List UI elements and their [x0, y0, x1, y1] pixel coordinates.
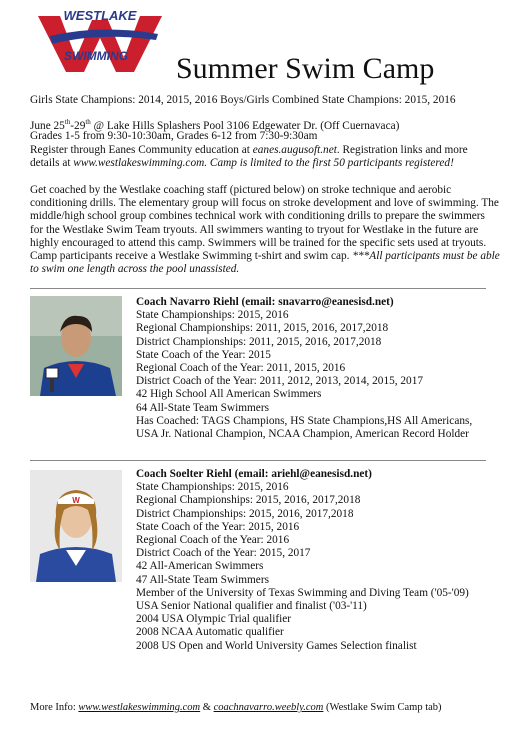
coach-item: Regional Championships: 2015, 2016, 2017,2018 — [136, 494, 361, 507]
details-text-a: details at — [30, 157, 74, 169]
register-text-b: . Registration links and more — [336, 144, 468, 156]
westlake-swimming-logo — [30, 6, 170, 76]
coach-item: Regional Coach of the Year: 2016 — [136, 534, 290, 547]
coach-item: Regional Championships: 2011, 2015, 2016, 2017,2018 — [136, 322, 389, 335]
dates-start: June 25 — [30, 119, 65, 132]
coach-item: District Championships: 2011, 2015, 2016, 2017,2018 — [136, 335, 382, 348]
coach-item: 42 High School All American Swimmers — [136, 388, 322, 401]
logo-graphic — [30, 6, 170, 76]
coach-navarro-info — [136, 296, 496, 441]
footer-website-link[interactable]: www.westlakeswimming.com — [78, 702, 201, 713]
logo-top-text: WESTLAKE — [63, 8, 137, 23]
champions-line: Girls State Champions: 2014, 2015, 2016 Boys/Girls Combined State Champions: 2015, 2016 — [30, 94, 456, 106]
coach-item: District Coach of the Year: 2011, 2012, 2013, 2014, 2015, 2017 — [136, 375, 423, 388]
footer-separator: & — [200, 702, 214, 713]
cap-logo: W — [72, 496, 80, 505]
coach-item: State Championships: 2015, 2016 — [136, 309, 289, 322]
register-text-a: Register through Eanes Community education at — [30, 144, 253, 156]
register-line-1 — [30, 144, 468, 157]
logo-bottom-text: SWIMMING — [64, 49, 128, 63]
coach-item: State Coach of the Year: 2015, 2016 — [136, 520, 300, 533]
coach-name: Coach Soelter Riehl (email: ariehl@eanesisd.net) — [136, 468, 372, 480]
coach-item: 2008 NCAA Automatic qualifier — [136, 626, 284, 639]
coach-item: 47 All-State Team Swimmers — [136, 573, 269, 586]
grades-line: Grades 1-5 from 9:30-10:30am, Grades 6-12 from 7:30-9:30am — [30, 130, 318, 142]
coach-item: USA Jr. National Champion, NCAA Champion, American Record Holder — [136, 428, 469, 441]
footer-coach-link[interactable]: coachnavarro.weebly.com — [213, 702, 324, 713]
footer-note: (Westlake Swim Camp tab) — [323, 702, 442, 713]
logo-w-shape — [38, 16, 162, 72]
coach-item: Member of the University of Texas Swimming and Diving Team ('05-'09) — [136, 586, 469, 599]
coach-item: 42 All-American Swimmers — [136, 560, 264, 573]
coach-item: District Championships: 2015, 2016, 2017,2018 — [136, 507, 354, 520]
footer-label: More Info: — [30, 702, 79, 713]
coach-item: Has Coached: TAGS Champions, HS State Champions,HS All Americans, — [136, 414, 473, 427]
dates-sup-1: th — [64, 118, 71, 126]
register-line-2 — [30, 157, 454, 170]
coach-item: 2008 US Open and World University Games Selection finalist — [136, 639, 417, 652]
coach-name: Coach Navarro Riehl (email: snavarro@eanesisd.net) — [136, 296, 394, 308]
coach-item: Regional Coach of the Year: 2011, 2015, 2016 — [136, 362, 346, 375]
coach-item: State Coach of the Year: 2015 — [136, 348, 271, 361]
footer-more-info — [30, 702, 442, 713]
description-emphasis: ***All participants must be able to swim one length across the pool unassisted. — [30, 250, 500, 276]
coach-item: 2004 USA Olympic Trial qualifier — [136, 613, 292, 626]
camp-description — [30, 184, 500, 276]
coach-item: State Championships: 2015, 2016 — [136, 481, 289, 494]
divider-2 — [30, 460, 486, 461]
register-link[interactable]: eanes.augusoft.net — [252, 144, 337, 156]
limit-text: . Camp is limited to the first 50 participants registered! — [204, 157, 454, 169]
coach-item: District Coach of the Year: 2015, 2017 — [136, 547, 311, 560]
dates-mid: -29 — [70, 119, 86, 132]
divider-1 — [30, 288, 486, 289]
dates-sup-2: th — [85, 118, 91, 126]
location-text: @ Lake Hills Splashers Pool 3106 Edgewater Dr. (Off Cuernavaca) — [90, 119, 400, 132]
page-title: Summer Swim Camp — [176, 52, 435, 85]
website-link[interactable]: www.westlakeswimming.com — [73, 157, 205, 169]
coach-soelter-photo — [30, 470, 122, 582]
coach-item: USA Senior National qualifier and finalist ('03-'11) — [136, 600, 367, 613]
description-text: Get coached by the Westlake coaching staff (pictured below) on stroke technique and aerobic conditioning drills. The elementary group will focus on stroke development and love of swimming. The middle/high school group combines technical work with conditioning drills to prepare the swimmers for the Westlake Swim Team tryouts. All swimmers wanting to tryout for Westlake in the future are highly encouraged to attend this camp. Swimmers will be trained for the specific sets used at tryouts. Camp participants receive a Westlake Swimming t-shirt and swim cap. — [30, 184, 499, 263]
coach-soelter-info — [136, 468, 496, 653]
coach-item: 64 All-State Team Swimmers — [136, 401, 269, 414]
coach-navarro-photo — [30, 296, 122, 396]
